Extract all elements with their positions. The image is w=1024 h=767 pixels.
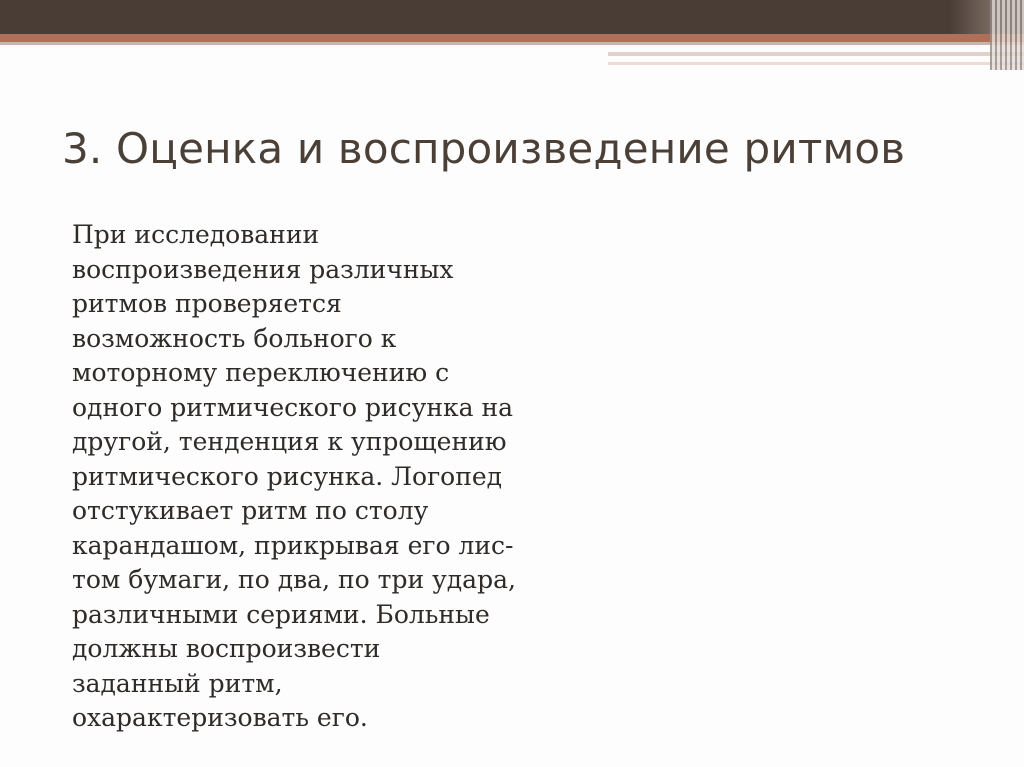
body-line: различными сериями. Больные — [72, 599, 490, 629]
body-line: воспроизведения различных — [72, 254, 454, 284]
body-line: При исследовании — [72, 220, 320, 249]
body-line: охарактеризовать его. — [72, 703, 368, 732]
body-line: одного ритмического рисунка на — [72, 392, 514, 422]
body-line: должны воспроизвести — [72, 634, 381, 663]
header-corner-fade — [950, 0, 990, 34]
body-line: том бумаги, по два, по три удара, — [72, 565, 516, 594]
body-line: моторному переключению с — [72, 358, 450, 387]
body-line: возможность больного к — [72, 323, 397, 353]
header-bar-right-upper — [608, 52, 1024, 56]
slide-body-text — [72, 218, 592, 736]
header-corner-stripes — [990, 0, 1024, 70]
body-line: заданный ритм, — [72, 668, 283, 698]
header-bar-accent — [0, 34, 1024, 42]
body-line: отстукивает ритм по столу — [72, 496, 429, 525]
header-bar-light — [0, 42, 1024, 45]
slide-title: 3. Оценка и воспроизведение ритмов — [62, 124, 906, 173]
header-bar-dark — [0, 0, 1024, 34]
body-line: карандашом, прикрывая его лис- — [72, 530, 514, 560]
body-line: ритмов проверяется — [72, 289, 342, 318]
body-line: ритмического рисунка. Логопед — [72, 461, 503, 491]
header-bar-right-lower — [608, 62, 1024, 65]
body-line: другой, тенденция к упрощению — [72, 427, 507, 456]
